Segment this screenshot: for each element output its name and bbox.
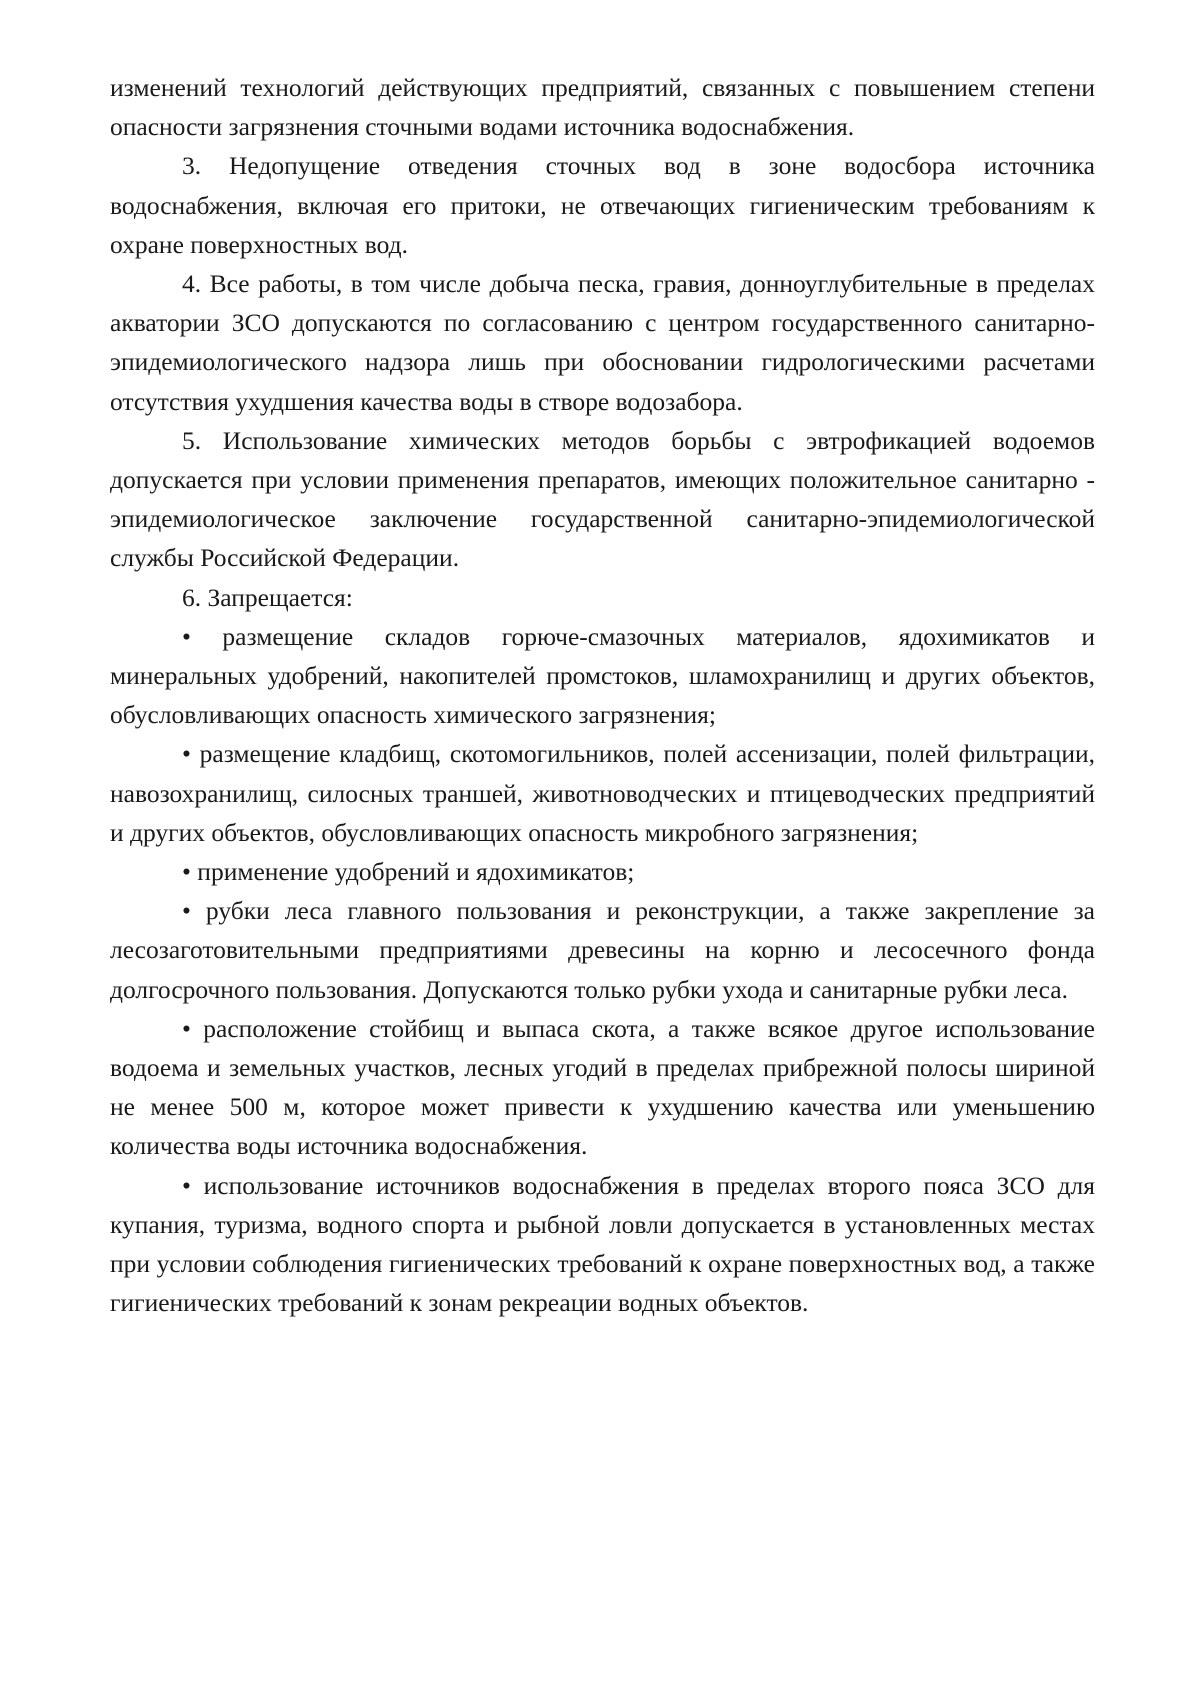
bullet-item-chemical-objects: • размещение складов горюче-смазочных материалов, ядохимикатов и минеральных удобрений, накопителей промстоков, шламохранилищ и других объектов, обусловливающих опасность химического загрязнения; — [110, 621, 1095, 730]
document-page — [110, 68, 1095, 1323]
paragraph-continuation: изменений технологий действующих предприятий, связанных с повышением степени опасности загрязнения сточными водами источника водоснабжения. — [110, 73, 1095, 142]
paragraph-item-6-heading: 6. Запрещается: — [182, 582, 353, 612]
paragraph-item-3: 3. Недопущение отведения сточных вод в зоне водосбора источника водоснабжения, включая его притоки, не отвечающих гигиеническим требованиям к охране поверхностных вод. — [110, 151, 1095, 259]
bullet-item-logging: • рубки леса главного пользования и реконструкции, а также закрепление за лесозаготовительными предприятиями древесины на корню и лесосечного фонда долгосрочного пользования. Допускаются только рубки ухода и санитарные рубки леса. — [110, 896, 1095, 1004]
bullet-item-livestock: • расположение стойбищ и выпаса скота, а также всякое другое использование водоема и земельных участков, лесных угодий в пределах прибрежной полосы шириной не менее 500 м, которое может привести к ухудшению качества или уменьшению количества воды источника водоснабжения. — [110, 1013, 1095, 1161]
bullet-item-fertilizers: • применение удобрений и ядохимикатов; — [182, 857, 635, 887]
paragraph-item-5: 5. Использование химических методов борьбы с эвтрофикацией водоемов допускается при условии применения препаратов, имеющих положительное санитарно - эпидемиологическое заключение государственной санитарно-эпидемиологической службы Российской Федерации. — [110, 425, 1095, 573]
paragraph-item-4: 4. Все работы, в том числе добыча песка, гравия, донноуглубительные в пределах акватории ЗСО допускаются по согласованию с центром государственного санитарно-эпидемиологического надзора лишь при обосновании гидрологическими расчетами отсутствия ухудшения качества воды в створе водозабора. — [110, 269, 1095, 416]
bullet-item-microbial-objects: • размещение кладбищ, скотомогильников, полей ассенизации, полей фильтрации, навозохранилищ, силосных траншей, животноводческих и птицеводческих предприятий и других объектов, обусловливающих опасность микробного загрязнения; — [110, 739, 1095, 847]
bullet-item-recreation: • использование источников водоснабжения в пределах второго пояса ЗСО для купания, туризма, водного спорта и рыбной ловли допускается в установленных местах при условии соблюдения гигиенических требований к охране поверхностных вод, а также гигиенических требований к зонам рекреации водных объектов. — [110, 1170, 1095, 1318]
